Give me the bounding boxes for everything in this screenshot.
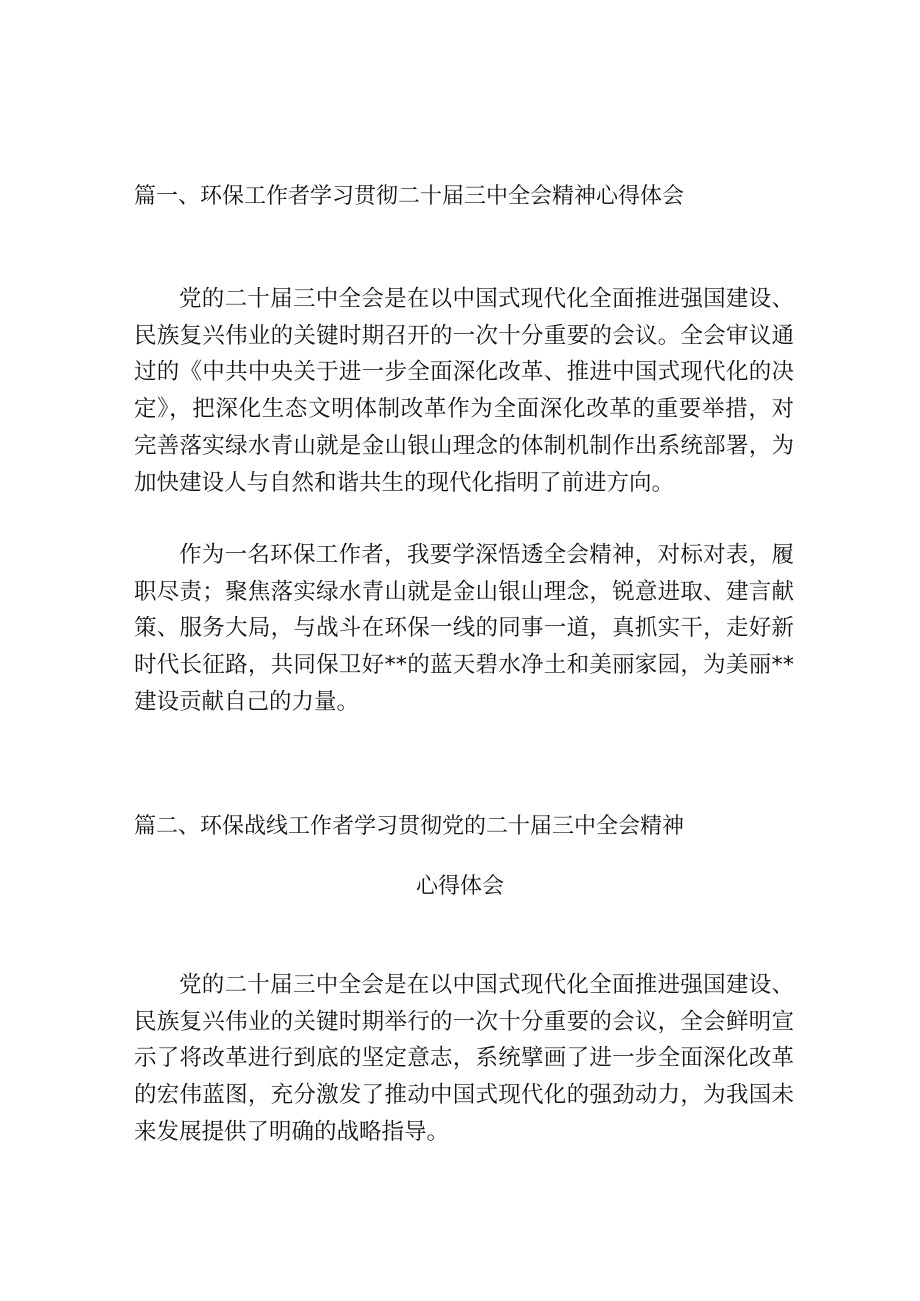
article-2-title-line-2: 心得体会 [415,874,504,899]
article-2-paragraph-1: 党的二十届三中全会是在以中国式现代化全面推进强国建设、民族复兴伟业的关键时期举行的一次十分重要的会议，全会鲜明宣示了将改革进行到底的坚定意志，系统擘画了进一步全面深化改革的宏伟蓝图，充分激发了推动中国式现代化的强劲动力，为我国未来发展提供了明确的战略指导。 [134,972,794,1145]
article-1-paragraph-1: 党的二十届三中全会是在以中国式现代化全面推进强国建设、民族复兴伟业的关键时期召开的一次十分重要的会议。全会审议通过的《中共中央关于进一步全面深化改革、推进中国式现代化的决定》，把深化生态文明体制改革作为全面深化改革的重要举措，对完善落实绿水青山就是金山银山理念的体制机制作出系统部署，为加快建设人与自然和谐共生的现代化指明了前进方向。 [134,286,794,496]
article-2-title-line-1: 篇二、环保战线工作者学习贯彻党的二十届三中全会精神 [134,814,685,839]
article-1-title: 篇一、环保工作者学习贯彻二十届三中全会精神心得体会 [134,184,685,209]
article-1-paragraph-2: 作为一名环保工作者，我要学深悟透全会精神，对标对表，履职尽责；聚焦落实绿水青山就是金山银山理念，锐意进取、建言献策、服务大局，与战斗在环保一线的同事一道，真抓实干，走好新时代长征路，共同保卫好**的蓝天碧水净土和美丽家园，为美丽**建设贡献自己的力量。 [134,542,794,715]
